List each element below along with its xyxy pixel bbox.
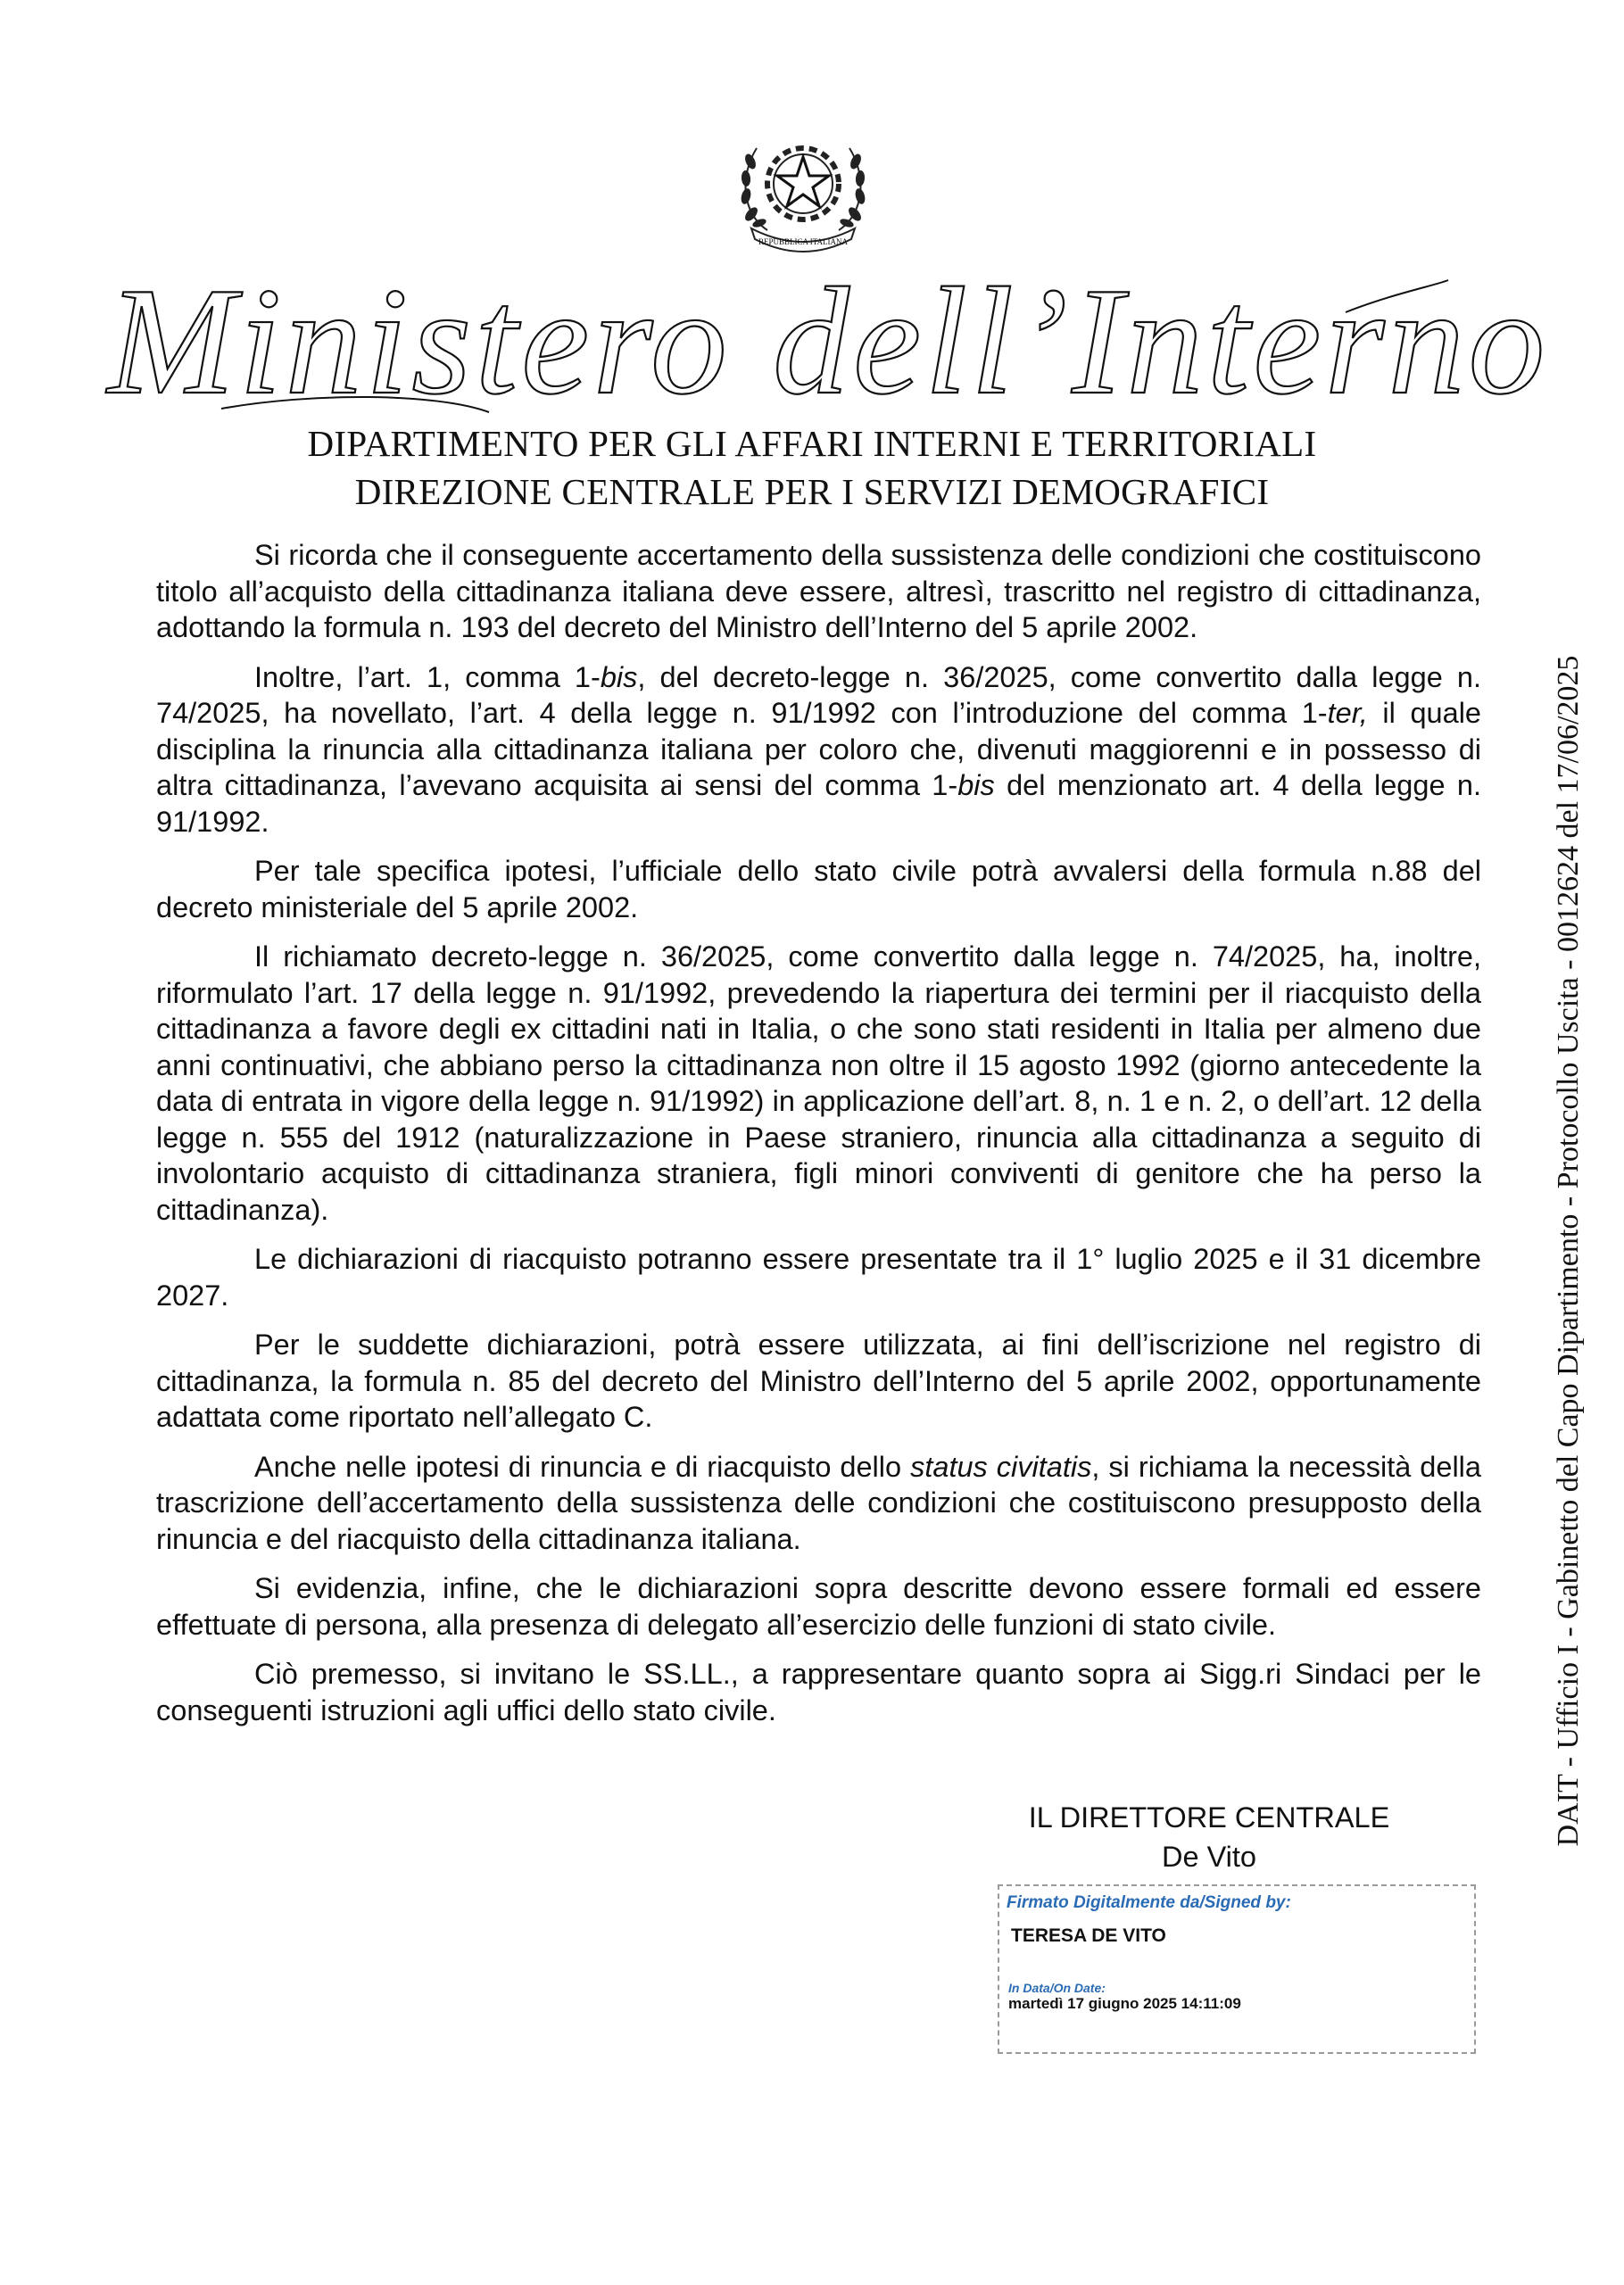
svg-text:REPUBBLICA ITALIANA: REPUBBLICA ITALIANA: [758, 237, 849, 246]
paragraph-7-text: Anche nelle ipotesi di rinuncia e di riacquisto dello: [254, 1450, 911, 1483]
signed-by-label: Firmato Digitalmente da/Signed by:: [1007, 1893, 1291, 1912]
paragraph-2-text: del menzionato art. 4 della legge n. 91/1992.: [156, 769, 1481, 838]
signatory-name: De Vito: [1162, 1841, 1256, 1873]
ministry-name-text: Ministero dell’Interno: [107, 257, 1549, 426]
signature-date: martedì 17 giugno 2025 14:11:09: [1008, 1995, 1241, 2012]
paragraph-6: Per le suddette dichiarazioni, potrà essere utilizzata, ai fini dell’iscrizione nel registro di cittadinanza, la formula n. 85 del decreto del Ministro dell’Interno del 5 aprile 2002, opportunamente adattata come riportato nell’allegato C.: [156, 1329, 1481, 1433]
department-header: [161, 419, 1463, 516]
paragraph-4: Il richiamato decreto-legge n. 36/2025, come convertito dalla legge n. 74/2025, ha, inoltre, riformulato l’art. 17 della legge n. 91/1992, prevedendo la riapertura dei termini per il riacquisto della cittadinanza a favore degli ex cittadini nati in Italia, o che sono stati residenti in Italia per almeno due anni continuativi, che abbiano perso la cittadinanza non oltre il 15 agosto 1992 (giorno antecedente la data di entrata in vigore della legge n. 91/1992) in applicazione dell’art. 8, n. 1 e n. 2, o dell’art. 12 della legge n. 555 del 1912 (naturalizzazione in Paese straniero, rinuncia alla cittadinanza a seguito di involontario acquisto di cittadinanza straniera, figli minori conviventi di genitore che ha perso la cittadinanza).: [156, 940, 1481, 1226]
italic-term: ter,: [1327, 697, 1368, 729]
paragraph-7-text: , si richiama la necessità della trascrizione dell’accertamento della sussistenza delle condizioni che costituiscono presupposto della rinuncia e del riacquisto della cittadinanza italiana.: [156, 1450, 1481, 1555]
digital-signature-box: [998, 1884, 1476, 2054]
ministry-script-title: [107, 257, 1549, 428]
paragraph-1: Si ricorda che il conseguente accertamento della sussistenza delle condizioni che costituiscono titolo all’acquisto della cittadinanza italiana deve essere, altresì, trascritto nel registro di cittadinanza, adottando la formula n. 193 del decreto del Ministro dell’Interno del 5 aprile 2002.: [156, 539, 1481, 643]
paragraph-9: Ciò premesso, si invitano le SS.LL., a rappresentare quanto sopra ai Sigg.ri Sindaci per le conseguenti istruzioni agli uffici dello stato civile.: [156, 1658, 1481, 1726]
republic-emblem-icon: [732, 114, 874, 257]
paragraph-5: Le dichiarazioni di riacquisto potranno essere presentate tra il 1° luglio 2025 e il 31 dicembre 2027.: [156, 1243, 1481, 1312]
signature-block: [1008, 1798, 1410, 1876]
directorate-name: DIREZIONE CENTRALE PER I SERVIZI DEMOGRAFICI: [354, 471, 1270, 512]
paragraph-3: Per tale specifica ipotesi, l’ufficiale dello stato civile potrà avvalersi della formula n.88 del decreto ministeriale del 5 aprile 2002.: [156, 855, 1481, 923]
paragraph-8: Si evidenzia, infine, che le dichiarazioni sopra descritte devono essere formali ed essere effettuate di persona, alla presenza di delegato all’esercizio delle funzioni di stato civile.: [156, 1572, 1481, 1641]
paragraph-2-text: il quale disciplina la rinuncia alla cittadinanza italiana per coloro che, divenuti maggiorenni e in possesso di altra cittadinanza, l’avevano acquisita ai sensi del comma 1-: [156, 697, 1481, 801]
italic-term: status civitatis: [910, 1450, 1092, 1483]
signed-on-label: In Data/On Date:: [1008, 1981, 1106, 1995]
signer-name: TERESA DE VITO: [1011, 1925, 1166, 1946]
department-name: DIPARTIMENTO PER GLI AFFARI INTERNI E TERRITORIALI: [307, 423, 1317, 464]
italic-term: bis: [957, 769, 995, 801]
protocol-stamp-text: DAIT - Ufficio I - Gabinetto del Capo Dipartimento - Protocollo Uscita - 0012624 del 17/06/2025: [1552, 655, 1585, 1847]
italic-term: bis: [600, 660, 638, 693]
paragraph-7: [156, 1449, 1481, 1558]
paragraph-2: [156, 659, 1481, 840]
letter-body: [156, 537, 1481, 1742]
paragraph-2-text: Inoltre, l’art. 1, comma 1-: [254, 660, 601, 693]
paragraph-2-text: , del decreto-legge n. 36/2025, come convertito dalla legge n. 74/2025, ha novellato, l’art. 4 della legge n. 91/1992 con l’introduzione del comma 1-: [156, 660, 1481, 729]
signatory-title: IL DIRETTORE CENTRALE: [1028, 1801, 1390, 1834]
